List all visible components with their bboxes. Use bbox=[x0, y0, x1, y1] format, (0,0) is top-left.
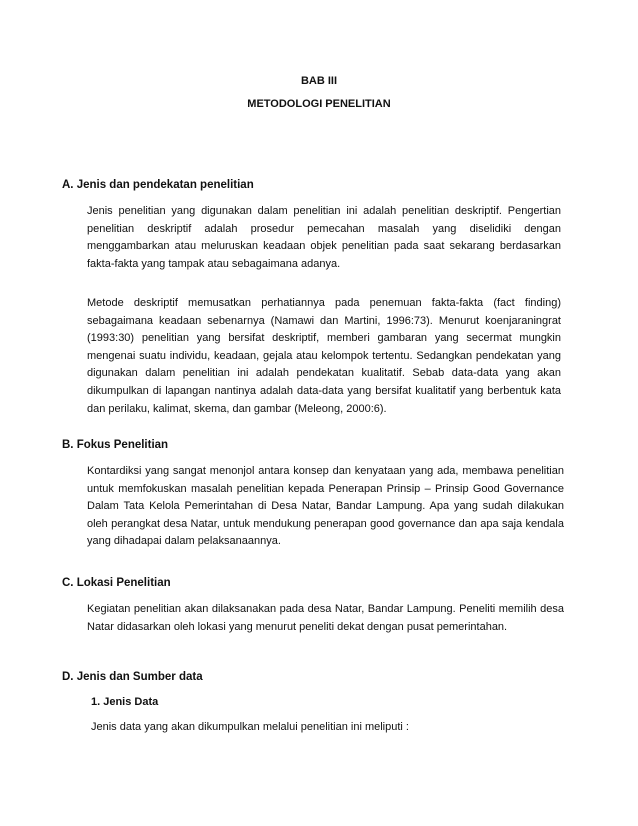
section-a-paragraph-2: Metode deskriptif memusatkan perhatiannya pada penemuan fakta-fakta (fact finding) sebagaimana keadaan sebenarnya (Namawi dan Martini, 1996:73). Menurut koenjaraningrat (1993:30) penelitian yang bersifat deskriptif, memberi gambaran yang secermat mungkin mengenai suatu individu, keadaan, gejala atau kelompok tertentu. Sedangkan pendekatan yang digunakan dalam penelitian ini adalah pendekatan kualitatif. Sebab data-data yang akan dikumpulkan di lapangan nantinya adalah data-data yang bersifat kualitatif yang berbentuk kata dan perilaku, kalimat, skema, dan gambar (Meleong, 2000:6). bbox=[87, 297, 561, 415]
section-heading-c: C. Lokasi Penelitian bbox=[62, 577, 171, 589]
chapter-title: METODOLOGI PENELITIAN bbox=[247, 98, 391, 110]
section-a-paragraph-1: Jenis penelitian yang digunakan dalam penelitian ini adalah penelitian deskriptif. Pengertian penelitian deskriptif adalah prosedur pemecahan masalah yang diselidiki dengan menggambarkan atau meluruskan keadaan objek penelitian pada saat sekarang berdasarkan fakta-fakta yang tampak atau sebagaimana adanya. bbox=[87, 205, 561, 270]
section-d-paragraph-1: Jenis data yang akan dikumpulkan melalui penelitian ini meliputi : bbox=[91, 721, 409, 733]
section-heading-b: B. Fokus Penelitian bbox=[62, 439, 169, 451]
section-heading-d: D. Jenis dan Sumber data bbox=[62, 671, 203, 683]
section-b-paragraph-1: Kontardiksi yang sangat menonjol antara konsep dan kenyataan yang ada, membawa penelitian untuk memfokuskan masalah penelitian kepada Penerapan Prinsip – Prinsip Good Governance Dalam Tata Kelola Pemerintahan di Desa Natar, Bandar Lampung. Apa yang sudah dilakukan oleh perangkat desa Natar, untuk mendukung penerapan good governance dan apa saja kendala yang dihadapai dalam pelaksanaannya. bbox=[87, 465, 564, 548]
section-c-paragraph-1: Kegiatan penelitian akan dilaksanakan pada desa Natar, Bandar Lampung. Peneliti memilih desa Natar didasarkan oleh lokasi yang menurut peneliti dekat dengan pusat pemerintahan. bbox=[87, 603, 564, 633]
chapter-number: BAB III bbox=[300, 75, 338, 87]
subsection-heading-jenis-data: 1. Jenis Data bbox=[91, 696, 159, 708]
section-heading-a: A. Jenis dan pendekatan penelitian bbox=[62, 179, 254, 191]
